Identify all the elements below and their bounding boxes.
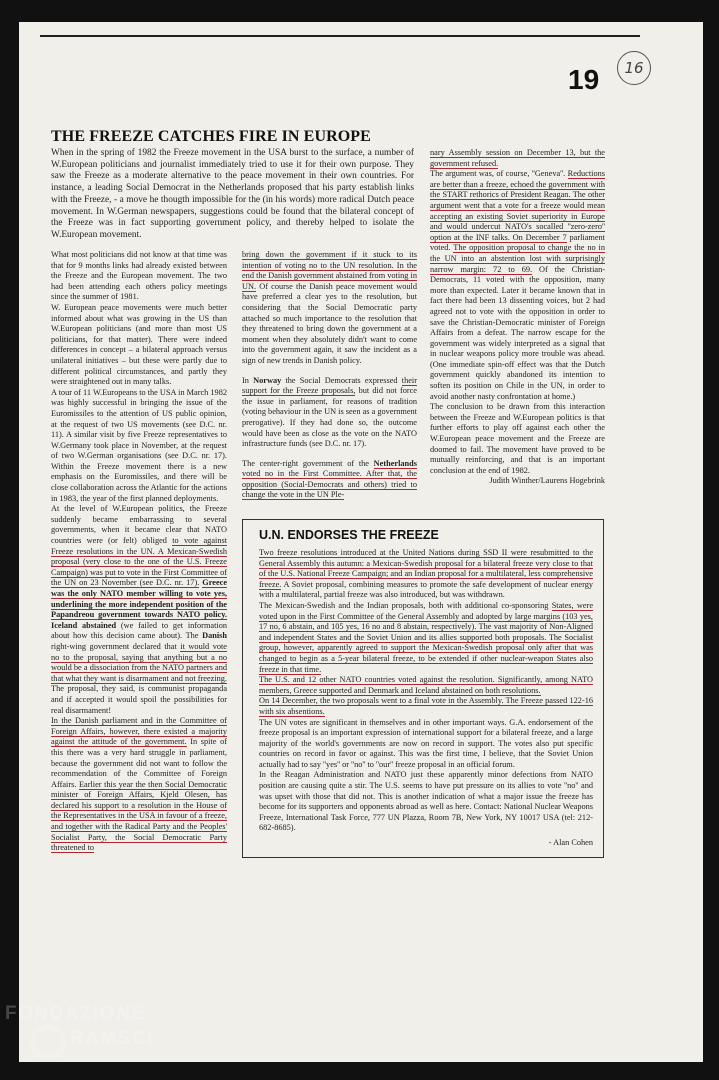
paragraph: W. European peace movements were much better informed about what was growing in the US than W.European politicians (and more than most US politicians, for that matter). There were indeed differences in concept – a bilateral approach versus unilateral initiatives – but these were partly due to different political circumstances, and partly they were straightened out in many talks. bbox=[51, 302, 227, 387]
handwritten-page-number: 16 bbox=[617, 51, 651, 85]
paragraph: Two freeze resolutions introduced at the United Nations during SSD II were resubmitted to the General Assembly this autumn: a Mexican-Swedish proposal for a bilateral freeze very close to that of the U.S. National Freeze Campaign; and an Indian proposal for a multilateral, less comprehensive freeze. A Soviet proposal, combining measures to promote the safe development of nuclear energy with a multilateral, partial freeze was also introduced, but was withdrawn. bbox=[259, 548, 593, 600]
column-3 bbox=[430, 148, 605, 487]
paragraph: The Mexican-Swedish and the Indian proposals, both with additional co-sponsoring States, were voted upon in the First Committee of the General Assembly and adopted by large margins (103 yes, 17 no, 6 abstain, and 105 yes, 16 no and 8 abstain, respectively). The vast majority of Non-Aligned and independent States and the Soviet Union and its allies supported both proposals. The Socialist group, however, apparently agreed to support the Mexican-Swedish proposal only after that was changed to begin as a 5-year bilateral freeze, to be extended if other nuclear-weapon States also freeze in that time. bbox=[259, 600, 593, 674]
paragraph: A tour of 11 W.Europeans to the USA in March 1982 was highly successful in bringing the issue of the Euromissiles to the attention of US public opinion, at the request of two US movements (see D.C. nr. 11). A similar visit by five Freeze representatives to W.Germany took place in November, at the request of two W.German organisations (see D.C. nr. 17). Within the Freeze movement there is a new emphasis on the Euromissiles, and there will be close collaboration across the Atlantic for the actions in 1983, the year of the first planned deployments. bbox=[51, 387, 227, 503]
paragraph: nary Assembly session on December 13, but the government refused. bbox=[430, 148, 605, 168]
paragraph: The conclusion to be drawn from this interaction between the Freeze and W.European politics is that further efforts to play off against each other the W.European peace movement and the Freeze are doomed to fail. The movement have proved to be mutually reinforcing, and that is an important conclusion at the end of 1982. bbox=[430, 402, 605, 475]
author-signature: Judith Winther/Laurens Hogebrink bbox=[489, 476, 605, 486]
watermark-text: FONDAZIONE bbox=[5, 1003, 146, 1024]
column-2 bbox=[242, 250, 417, 510]
paragraph: In the Danish parliament and in the Committee of Foreign Affairs, however, there existed a majority against the attitude of the government. In spite of this there was a very hard struggle in parliament, because the government did not want to follow the recommendation of the Committee of Foreign Affairs. Earlier this year the then Social Democratic minister of Foreign Affairs, Kjeld Olesen, has declared his support to a resolution in the House of the Representatives in the USA in favour of a freeze, and together with the Radical Party and the Peoples' Socialist Party, the Social Democratic Party threatened to bbox=[51, 716, 227, 853]
paragraph: In Norway the Social Democrats expressed their support for the Freeze proposals, but did not force the issue in parliament, for reasons of tradition (voting behaviour in the UN is seen as a government prerogative). If they had done so, the outcome would have been as close as the vote on the NATO infrastructure funds (see D.C. nr. 17). bbox=[242, 375, 417, 449]
paragraph: What most politicians did not know at that time was that for 9 months links had already existed between the Freeze and the European movement. The two had been attending each others policy meetings since the summer of 1981. bbox=[51, 250, 227, 302]
box-body bbox=[259, 548, 593, 849]
paragraph: The center-right government of the Netherlands voted no in the First Committee. After that, the opposition (Social-Democrats and others) tried to change the vote in the UN Ple- bbox=[242, 458, 417, 500]
paragraph: The UN votes are significant in themselves and in other important ways. G.A. endorsement of the freeze proposal is an important expression of international support for a bilateral freeze, and a large majority of the world's governments are now on record in support. The votes also put specific countries on record in favor or against. This was the first time, I believe, that the Soviet Union actually had to say ''yes'' or ''no'' to ''our'' freeze proposal in an official forum. bbox=[259, 717, 593, 769]
intro-paragraph: When in the spring of 1982 the Freeze movement in the USA burst to the surface, a number of W.European politicians and journalist immediately tried to use it for their own purpose. They saw the Freeze as a moderate alternative to the peace movement in their own countries. For instance, a leading Social Democrat in the Netherlands proposed that his party establish links with the Freeze, - a move he thougth impossible for the (in his words) more radical Dutch peace movement. In W.German newspapers, suggestions could be found that the bilateral concept of the Freeze was in fact supporting government policy, and thereby helped to isolate the W.European movement. bbox=[51, 148, 414, 240]
column-1 bbox=[51, 250, 227, 854]
paragraph: In the Reagan Administration and NATO just these apparently minor defections from NATO position are causing quite a stir. The U.S. seems to have put pressure on its allies to vote ''no'' and was upset with those that did not. This is another indication of what a major issue the freeze has become for its supporters and opponents abroad as well as here. Contact: National Nuclear Weapons Freeze, International Task Force, 777 UN Plazza, Room 7B, New York, NY 10017 USA (tel: 212-682-8685). bbox=[259, 770, 593, 833]
paragraph: The argument was, of course, ''Geneva''. Reductions are better than a freeze, echoed the government with the START rethorics of President Reagan. The other argument went that a vote for a freeze would mean accepting an existing Soviet superiority in Europe and would undercut NATO's socalled ''zero-zero'' option at the INF talks. On December 7 parliament voted. The opposition proposal to change the no in the UN into an abstention lost with surprisingly narrow margin: 72 to 69. Of the Christian-Democrats, 11 voted with the opposition, many more than expected. Later it became known that in fact there had been 13 dissenting voices, but 2 had agreed not to vote with the opposition in order to save the Christian-Democratic minister of Foreign Affairs from a defeat. The narrow escape for the government was widely interpreted as a signal that in nuclear weapons policy more trouble was ahead. (One immediate spin-off effect was that the Dutch government quickly abandoned its intention to soften its position on Chile in the UN, in order to avoid another nasty confrontation at home.) bbox=[430, 169, 605, 401]
box-signature: - Alan Cohen bbox=[548, 838, 593, 848]
sidebar-box bbox=[242, 519, 604, 858]
watermark-text-2: RAMSCI bbox=[70, 1028, 154, 1049]
watermark-logo-icon bbox=[30, 1024, 66, 1060]
paragraph: At the level of W.European politics, the Freeze suddenly became embarrassing to several governments, when it became clear that NATO countries were (or felt) obliged to vote against Freeze resolutions in the UN. A Mexican-Swedish proposal (very close to the one of the U.S. Freeze Campaign) was put to vote in the First Committee of the UN on 23 November (see D.C. nr. 17). Greece was the only NATO member willing to vote yes, underlining the more independent position of the Papandreou government towards NATO policy. Iceland abstained (we failed to get information about how this decision came about). The Danish right-wing government declared that it would vote no to the proposal, saying that anything but a no would be a dissociation from the NATO partners and that what they want is disarmament and not freezing. The proposal, they said, is communist propaganda and if accepted it would spoil the possibilities for real disarmament! bbox=[51, 504, 227, 715]
box-title: U.N. ENDORSES THE FREEZE bbox=[259, 528, 439, 542]
article-intro bbox=[51, 148, 414, 242]
page-number: 19 bbox=[568, 64, 600, 95]
article-title: THE FREEZE CATCHES FIRE IN EUROPE bbox=[51, 128, 371, 145]
paragraph: bring down the government if it stuck to its intention of voting no to the UN resolution. In the end the Danish government abstained from voting in UN. Of course the Danish peace movement would have preferred a clear yes to the resolution, but considering that the Social Democratic party attached so much importance to the resolution that they threatened to bring down the government at a moment when they absolutely didn't want to come into the government again, it saw the incident as a sign of new trends in Danish policy. bbox=[242, 250, 417, 365]
paragraph: On 14 December, the two proposals went to a final vote in the Assembly. The Freeze passed 122-16 with six absentions. bbox=[259, 696, 593, 716]
paragraph: The U.S. and 12 other NATO countries voted against the resolution. Significantly, among NATO members, Greece supported and Denmark and Iceland abstained on both resolutions. bbox=[259, 675, 593, 695]
top-rule bbox=[40, 35, 640, 37]
